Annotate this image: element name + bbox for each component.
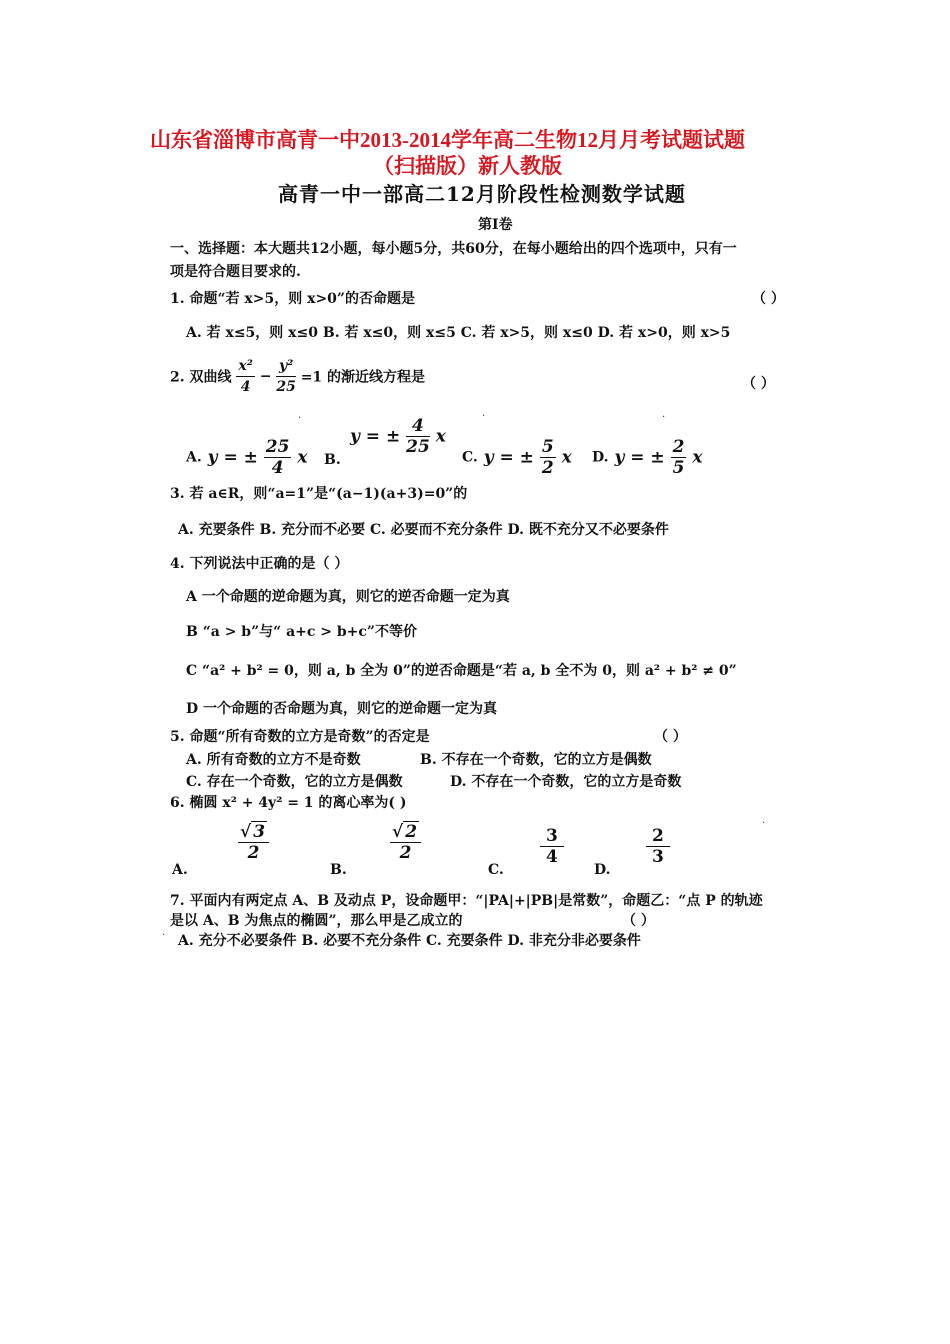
question-4-stem: 4. 下列说法中正确的是（ ）	[170, 556, 349, 572]
question-4-option-d: D 一个命题的否命题为真，则它的逆命题一定为真	[186, 701, 498, 717]
option-label: C.	[462, 449, 478, 466]
fraction-denominator: 4	[240, 379, 251, 395]
fraction-numerator: x²	[236, 356, 254, 377]
question-6-option-b-label: B.	[330, 862, 347, 878]
fraction-numerator: √ 2	[390, 822, 421, 843]
fraction-numerator: 25	[265, 437, 290, 457]
question-2-answer-paren: （ ）	[742, 376, 775, 392]
option-label: D.	[592, 449, 609, 466]
question-5-stem: 5. 命题“所有奇数的立方是奇数”的否定是	[170, 729, 430, 745]
fraction-denominator: 2	[541, 458, 554, 478]
question-2-tail: =1 的渐近线方程是	[300, 369, 426, 386]
fraction-denominator: 2	[247, 843, 260, 863]
radicand: 3	[253, 822, 266, 842]
option-label: A.	[186, 449, 202, 466]
question-4-option-c: C “a² + b² = 0，则 a, b 全为 0”的逆否命题是“若 a, b 全不为 0，则 a² + b² ≠ 0”	[186, 663, 737, 679]
question-6-option-a-label: A.	[172, 862, 188, 878]
question-5-option-c: C. 存在一个奇数，它的立方是偶数	[186, 774, 403, 790]
question-4-option-b: B “a > b”与“ a+c > b+c”不等价	[186, 624, 417, 640]
formula-prefix: y = ±	[483, 447, 534, 468]
question-2-fraction-x	[236, 356, 254, 397]
formula-suffix: x	[561, 447, 572, 468]
formula-prefix: y = ±	[614, 447, 665, 468]
fraction-numerator: 2	[646, 826, 670, 847]
radicand: 2	[405, 822, 418, 842]
question-3-stem: 3. 若 a∈R，则“a=1”是“(a−1)(a+3)=0”的	[170, 486, 468, 502]
section-label: 第I卷	[478, 217, 513, 233]
question-4-option-a: A 一个命题的逆命题为真，则它的逆否命题一定为真	[186, 589, 510, 605]
fraction-denominator: 3	[652, 847, 664, 867]
question-2-option-a	[186, 437, 308, 478]
fraction-denominator: 25	[276, 379, 296, 395]
question-7-answer-paren: （ ）	[622, 913, 655, 929]
question-5-option-b: B. 不存在一个奇数，它的立方是偶数	[420, 752, 652, 768]
formula-prefix: y = ±	[207, 447, 258, 468]
question-2-label: 2. 双曲线	[170, 369, 232, 386]
scan-speck: ·	[482, 411, 486, 422]
question-6-option-a-value	[238, 822, 269, 863]
question-5-answer-paren: （ ）	[654, 729, 687, 745]
question-5-option-d: D. 不存在一个奇数，它的立方是奇数	[450, 774, 682, 790]
fraction-denominator: 4	[271, 458, 284, 478]
question-7-options: A. 充分不必要条件 B. 必要不充分条件 C. 充要条件 D. 非充分非必要条件	[178, 933, 641, 949]
question-2-fraction-y	[276, 356, 295, 397]
scan-speck: ·	[762, 818, 766, 829]
question-3-options: A. 充要条件 B. 充分而不必要 C. 必要而不充分条件 D. 既不充分又不必要条件	[178, 522, 669, 538]
question-6-option-b-value	[390, 822, 421, 863]
minus-sign: −	[259, 368, 272, 385]
question-1-options: A. 若 x≤5，则 x≤0 B. 若 x≤0，则 x≤5 C. 若 x>5，则 x≤0 D. 若 x>0，则 x>5	[186, 325, 731, 341]
fraction-denominator: 4	[546, 847, 558, 867]
question-2-option-b-label: B.	[324, 452, 341, 468]
fraction-numerator: 4	[406, 416, 430, 437]
fraction-denominator: 2	[399, 843, 412, 863]
question-7-line2: 是以 A、B 为焦点的椭圆”，那么甲是乙成立的	[170, 913, 463, 929]
formula-fraction	[406, 416, 430, 457]
formula-prefix: y = ±	[350, 426, 401, 447]
question-6-option-c-value	[540, 826, 564, 867]
instructions-line2: 项是符合题目要求的.	[170, 264, 301, 280]
instructions-line1: 一、选择题：本大题共12小题，每小题5分，共60分，在每小题给出的四个选项中，只有一	[170, 241, 737, 257]
question-5-option-a: A. 所有奇数的立方不是奇数	[186, 752, 361, 768]
fraction-numerator: √ 3	[238, 822, 269, 843]
fraction-numerator: y²	[276, 356, 295, 377]
formula-fraction	[264, 437, 292, 478]
question-6-stem: 6. 椭圆 x² + 4y² = 1 的离心率为( )	[170, 795, 407, 811]
question-2-option-b-formula	[350, 416, 446, 457]
fraction-numerator: 3	[540, 826, 564, 847]
formula-fraction	[540, 826, 564, 867]
question-1-answer-paren: （ ）	[752, 291, 785, 307]
fraction-denominator: 25	[406, 437, 430, 457]
question-1-stem: 1. 命题“若 x>5，则 x>0”的否命题是	[170, 291, 415, 307]
exam-title: 高青一中一部高二12月阶段性检测数学试题	[278, 182, 686, 206]
question-6-option-d-label: D.	[594, 862, 611, 878]
formula-suffix: x	[692, 447, 703, 468]
question-2-option-d	[592, 437, 702, 478]
scan-speck: ·	[162, 930, 166, 941]
scan-speck: ·	[298, 413, 302, 424]
formula-fraction	[646, 826, 670, 867]
question-6-option-c-label: C.	[488, 862, 504, 878]
fraction-numerator: 5	[541, 437, 554, 457]
question-2-option-c	[462, 437, 572, 478]
fraction-denominator: 5	[672, 458, 685, 478]
document-title-line1: 山东省淄博市高青一中2013-2014学年高二生物12月月考试题试题	[150, 128, 745, 152]
scan-speck: ·	[662, 412, 666, 423]
formula-suffix: x	[435, 426, 446, 447]
document-title-line2: （扫描版）新人教版	[373, 154, 562, 178]
formula-fraction	[238, 822, 269, 863]
question-7-line1: 7. 平面内有两定点 A、B 及动点 P，设命题甲：“|PA|+|PB|是常数”，命题乙：“点 P 的轨迹	[170, 893, 763, 909]
question-2-stem	[170, 356, 425, 397]
formula-suffix: x	[297, 447, 308, 468]
fraction-numerator: 2	[672, 437, 685, 457]
formula-fraction	[671, 437, 687, 478]
formula-fraction	[540, 437, 556, 478]
formula-fraction	[390, 822, 421, 863]
question-6-option-d-value	[646, 826, 670, 867]
